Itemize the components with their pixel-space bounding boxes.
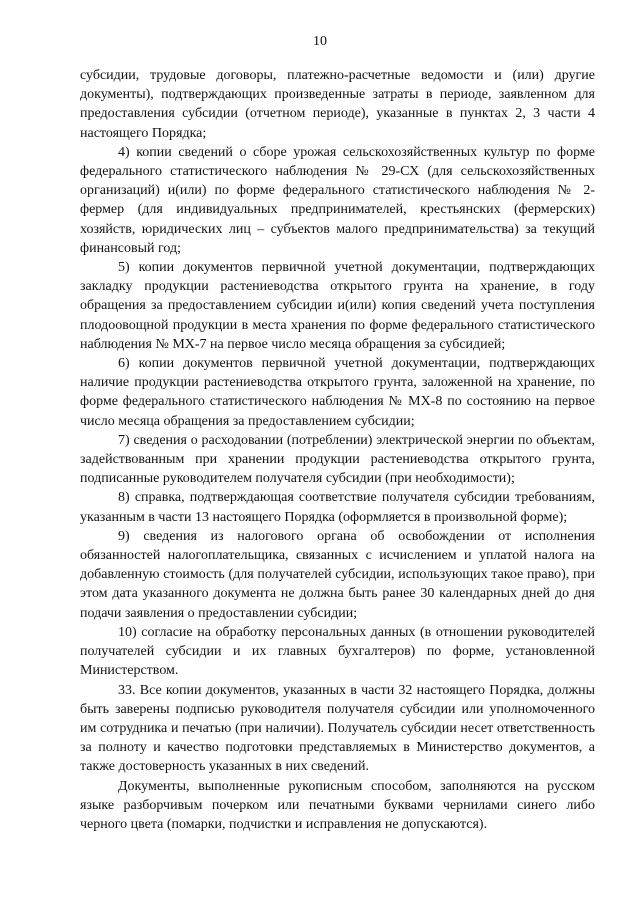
paragraph-item-7: 7) сведения о расходовании (потреблении) электрической энергии по объектам, задействованным при хранении продукции растениеводства открытого грунта, подписанные руководителем получателя субсидии (при необходимости); [80, 432, 595, 487]
paragraph-handwritten-docs: Документы, выполненные рукописным способом, заполняются на русском языке разборчивым почерком или печатными буквами чернилами синего либо черного цвета (помарки, подчистки и исправления не допускаются). [80, 778, 595, 832]
paragraph-item-4: 4) копии сведений о сборе урожая сельскохозяйственных культур по форме федерального статистического наблюдения № 29-СХ (для сельскохозяйственных организаций) и(или) по форме федерального статистического наблюдения № 2-фермер (для индивидуальных предпринимателей, крестьянских (фермерских) хозяйств, юридических лиц – субъектов малого предпринимательства) за текущий финансовый год; [80, 144, 595, 256]
document-body [80, 66, 595, 834]
paragraph-item-5: 5) копии документов первичной учетной документации, подтверждающих закладку продукции растениеводства открытого грунта на хранение, в году обращения за предоставлением субсидии и(или) копия сведений учета поступления плодоовощной продукции в места хранения по форме федерального статистического наблюдения № МХ-7 на первое число месяца обращения за субсидией; [80, 260, 595, 352]
paragraph-clause-33: 33. Все копии документов, указанных в части 32 настоящего Порядка, должны быть заверены подписью руководителя получателя субсидии или уполномоченного им сотрудника и печатью (при наличии). Получатель субсидии несет ответственность за полноту и качество подготовки представляемых в Министерство документов, а также достоверность указанных в них сведений. [80, 682, 595, 775]
page-number: 10 [313, 34, 327, 49]
paragraph-item-8: 8) справка, подтверждающая соответствие получателя субсидии требованиям, указанным в части 13 настоящего Порядка (оформляется в произвольной форме); [80, 490, 595, 525]
paragraph-item-10: 10) согласие на обработку персональных данных (в отношении руководителей получателей субсидии и их главных бухгалтеров) по форме, установленной Министерством. [80, 624, 595, 679]
paragraph-item-9: 9) сведения из налогового органа об освобождении от исполнения обязанностей налогоплательщика, связанных с исчислением и уплатой налога на добавленную стоимость (для получателей субсидии, использующих такое право), при этом дата указанного документа не должна быть ранее 30 календарных дней до дня подачи заявления о предоставлении субсидии; [80, 528, 595, 621]
paragraph-continuation: субсидии, трудовые договоры, платежно-расчетные ведомости и (или) другие документы), подтверждающих произведенные затраты в периоде, заявленном для предоставления субсидии (отчетном периоде), указанные в пунктах 2, 3 части 4 настоящего Порядка; [80, 68, 595, 141]
paragraph-item-6: 6) копии документов первичной учетной документации, подтверждающих наличие продукции растениеводства открытого грунта, заложенной на хранение, по форме федерального статистического наблюдения № МХ-8 по состоянию на первое число месяца обращения за предоставлением субсидии; [80, 356, 595, 429]
